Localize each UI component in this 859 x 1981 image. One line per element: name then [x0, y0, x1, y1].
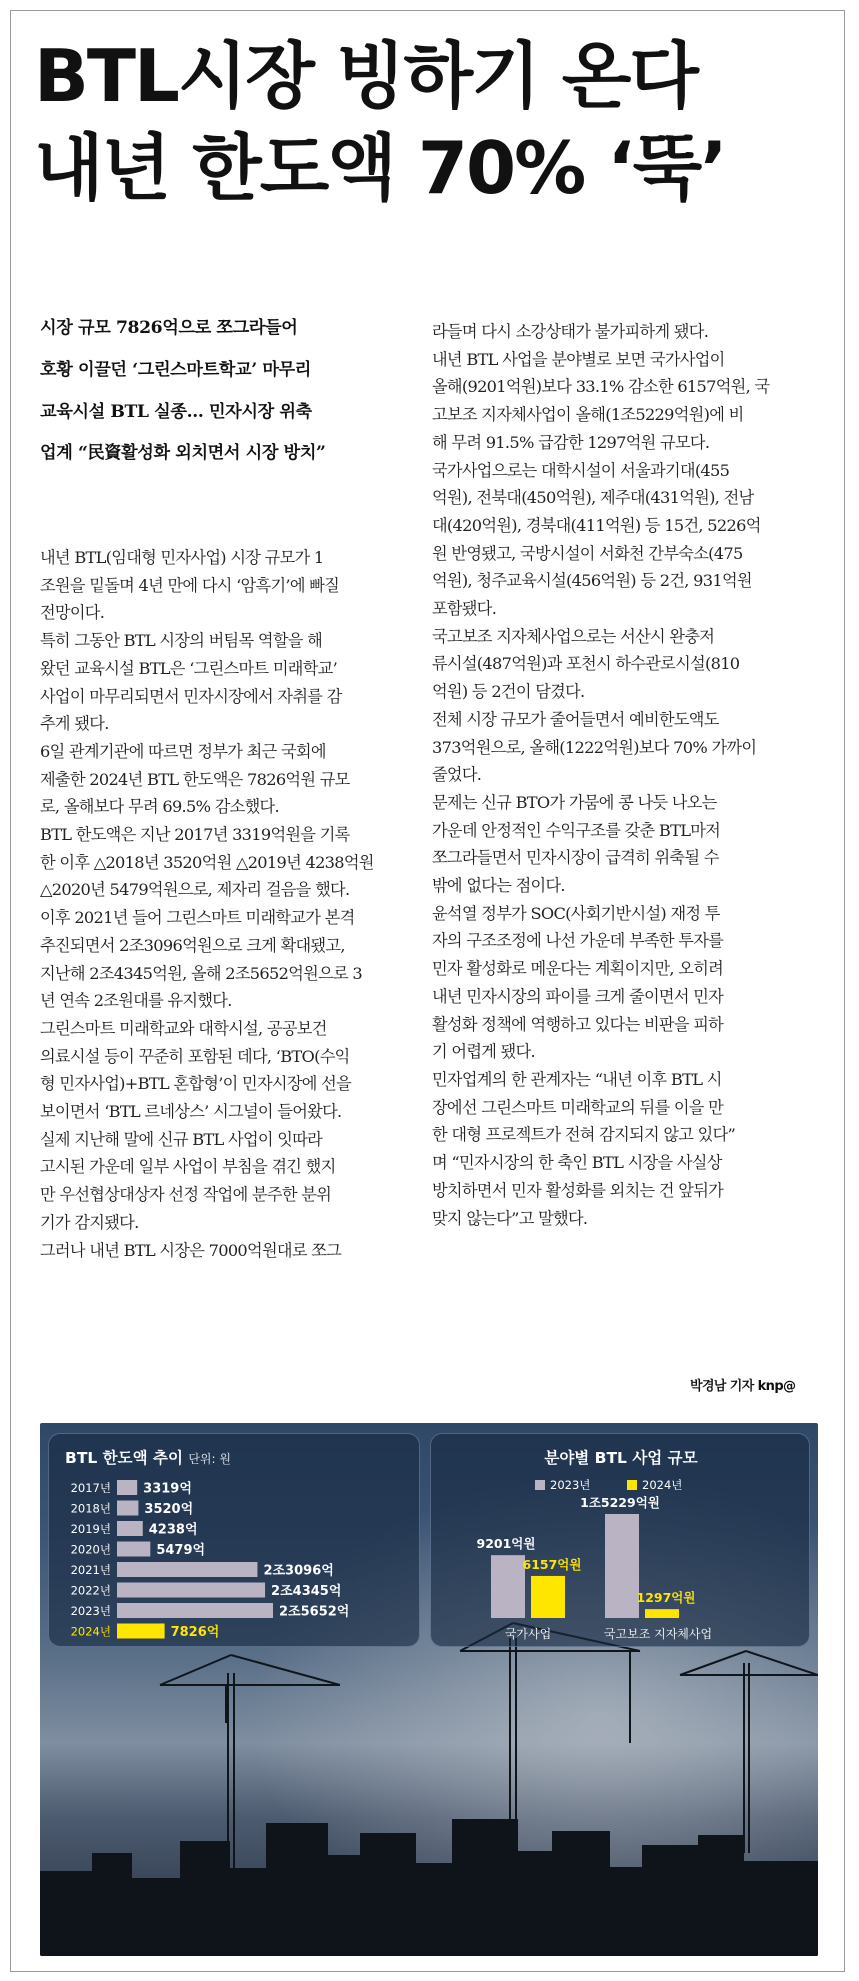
article-line: △2020년 5479억원으로, 제자리 걸음을 했다.	[40, 880, 350, 900]
btl-limit-trend-panel	[48, 1433, 420, 1647]
trend-bar	[117, 1542, 150, 1557]
article-line: 맞지 않는다”고 말했다.	[432, 1208, 588, 1228]
article-line: 6일 관계기관에 따르면 정부가 최근 국회에	[40, 741, 326, 761]
btl-by-sector-panel	[430, 1433, 810, 1647]
trend-value-label: 2조5652억	[279, 1604, 350, 1620]
article-line: 자의 구조조정에 나선 가운데 부족한 투자를	[432, 931, 724, 951]
article-body-left-column	[40, 544, 418, 1264]
article-line: 국고보조 지자체사업으로는 서산시 완충저	[432, 626, 715, 646]
article-line: 추게 됐다.	[40, 714, 109, 734]
trend-category-label: 2018년	[70, 1501, 111, 1516]
sector-bar	[645, 1609, 679, 1618]
trend-bar	[117, 1521, 143, 1536]
article-line: 보이면서 ‘BTL 르네상스’ 시그널이 들어왔다.	[40, 1102, 342, 1122]
trend-value-label: 7826억	[170, 1625, 220, 1640]
trend-bar	[117, 1583, 265, 1598]
trend-category-label: 2017년	[70, 1481, 111, 1495]
article-line: 밖에 없다는 점이다.	[432, 876, 565, 896]
article-line: 줄었다.	[432, 765, 482, 785]
article-line: 제출한 2024년 BTL 한도액은 7826억원 규모	[40, 769, 350, 789]
trend-category-label: 2019년	[70, 1522, 111, 1536]
chart-title-sector: 분야별 BTL 사업 규모	[544, 1449, 698, 1467]
trend-value-label: 4238억	[148, 1522, 198, 1538]
article-line: 한 대형 프로젝트가 전혀 감지되지 않고 있다”	[432, 1125, 736, 1145]
article-line: 실제 지난해 말에 신규 BTL 사업이 잇따라	[40, 1129, 323, 1149]
legend-swatch	[627, 1480, 637, 1490]
article-line: 쪼그라들면서 민자시장이 급격히 위축될 수	[432, 848, 719, 868]
article-line: 민자 활성화로 메운다는 계획이지만, 오히려	[432, 959, 724, 979]
trend-bar	[117, 1501, 138, 1516]
article-line: 가운데 안정적인 수익구조를 갖춘 BTL마저	[432, 820, 721, 840]
sector-bar	[531, 1576, 565, 1618]
article-line: 왔던 교육시설 BTL은 ‘그린스마트 미래학교’	[40, 658, 338, 678]
headline	[34, 30, 834, 214]
article-line: 억원), 전북대(450억원), 제주대(431억원), 전남	[432, 488, 754, 508]
article-line: 대(420억원), 경북대(411억원) 등 15건, 5226억	[432, 515, 761, 535]
article-line: 장에선 그린스마트 미래학교의 뒤를 이을 만	[432, 1097, 724, 1117]
sector-bar	[491, 1555, 525, 1618]
article-line: 지난해 2조4345억원, 올해 2조5652억원으로 3	[40, 963, 362, 983]
legend-label: 2024년	[642, 1478, 683, 1492]
article-line: 며 “민자시장의 한 축인 BTL 시장을 사실상	[432, 1153, 722, 1173]
article-line: 활성화 정책에 역행하고 있다는 비판을 피하	[432, 1014, 724, 1034]
trend-category-label: 2023년	[70, 1604, 111, 1618]
article-line: 내년 BTL 사업을 분야별로 보면 국가사업이	[432, 349, 725, 369]
trend-value-label: 3520억	[144, 1502, 194, 1517]
headline-line-2: 내년 한도액 70% ‘뚝’	[34, 126, 726, 210]
article-line: 기 어렵게 됐다.	[432, 1042, 535, 1062]
trend-category-label: 2020년	[70, 1542, 111, 1557]
article-line: 의료시설 등이 꾸준히 포함된 데다, ‘BTO(수익	[40, 1046, 350, 1066]
article-line: 전체 시장 규모가 줄어들면서 예비한도액도	[432, 709, 719, 729]
article-line: 내년 민자시장의 파이를 크게 줄이면서 민자	[432, 986, 724, 1006]
trend-category-label: 2024년	[70, 1624, 111, 1639]
subheadline-line: 호황 이끌던 ‘그린스마트학교’ 마무리	[40, 359, 311, 380]
article-line: 방치하면서 민자 활성화를 외치는 건 앞뒤가	[432, 1180, 724, 1200]
article-line: 373억원으로, 올해(1222억원)보다 70% 가까이	[432, 737, 757, 757]
sector-value-label: 6157억원	[522, 1556, 582, 1572]
article-line: 고시된 가운데 일부 사업이 부침을 겪긴 했지	[40, 1157, 336, 1177]
sector-bar	[605, 1514, 639, 1618]
article-line: 그러나 내년 BTL 시장은 7000억원대로 쪼그	[40, 1240, 342, 1260]
trend-value-label: 2조3096억	[263, 1563, 334, 1579]
trend-value-label: 5479억	[156, 1543, 206, 1558]
sector-value-label: 9201억원	[476, 1536, 536, 1552]
article-line: 해 무려 91.5% 급감한 1297억원 규모다.	[432, 432, 710, 452]
article-line: 고보조 지자체사업이 올해(1조5229억원)에 비	[432, 405, 744, 425]
sector-value-label: 1297억원	[636, 1590, 696, 1606]
byline: 박경남 기자 knp@	[690, 1379, 796, 1394]
article-line: 사업이 마무리되면서 민자시장에서 자취를 감	[40, 686, 342, 706]
article-line: 류시설(487억원)과 포천시 하수관로시설(810	[432, 654, 740, 674]
infographic	[40, 1423, 818, 1956]
article-line: 포함됐다.	[432, 599, 497, 619]
trend-category-label: 2022년	[70, 1583, 111, 1598]
subheadline-line: 교육시설 BTL 실종… 민자시장 위축	[40, 401, 312, 422]
trend-value-label: 2조4345억	[271, 1584, 342, 1599]
article-line: 조원을 밑돌며 4년 만에 다시 ‘암흑기’에 빠질	[40, 575, 340, 595]
article-line: 이후 2021년 들어 그린스마트 미래학교가 본격	[40, 908, 355, 928]
btl-limit-trend-chart	[49, 1434, 421, 1648]
article-line: 형 민자사업)+BTL 혼합형’이 민자시장에 선을	[40, 1074, 352, 1094]
chart-unit-label: 단위: 원	[188, 1452, 231, 1466]
subheadline-line: 업계 “民資활성화 외치면서 시장 방치”	[40, 443, 326, 464]
article-line: 올해(9201억원)보다 33.1% 감소한 6157억원, 국	[432, 377, 770, 397]
article-line: BTL 한도액은 지난 2017년 3319억원을 기록	[40, 825, 350, 845]
btl-by-sector-chart	[431, 1434, 811, 1648]
subheadline	[40, 308, 418, 475]
trend-bar	[117, 1480, 137, 1495]
trend-bar	[117, 1624, 165, 1639]
article-line: 전망이다.	[40, 603, 105, 623]
article-line: 한 이후 △2018년 3520억원 △2019년 4238억원	[40, 852, 374, 872]
article-line: 기가 감지됐다.	[40, 1212, 139, 1232]
article-line: 내년 BTL(임대형 민자사업) 시장 규모가 1	[40, 548, 324, 567]
trend-category-label: 2021년	[70, 1563, 111, 1577]
article-line: 문제는 신규 BTO가 가뭄에 콩 나듯 나오는	[432, 792, 717, 812]
headline-line-1: BTL시장 빙하기 온다	[34, 34, 697, 118]
article-line: 라들며 다시 소강상태가 불가피하게 됐다.	[432, 322, 709, 341]
trend-bar	[117, 1603, 273, 1618]
article-line: 민자업계의 한 관계자는 “내년 이후 BTL 시	[432, 1069, 722, 1089]
article-line: 추진되면서 2조3096억원으로 크게 확대됐고,	[40, 935, 345, 955]
article-body-right-column	[432, 318, 814, 1232]
trend-value-label: 3319억	[143, 1481, 192, 1497]
sector-category-label: 국고보조 지자체사업	[603, 1627, 713, 1641]
chart-title-trend-text: BTL 한도액 추이	[65, 1449, 183, 1467]
subheadline-line: 시장 규모 7826억으로 쪼그라들어	[40, 318, 298, 338]
article-line: 만 우선협상대상자 선정 작업에 분주한 분위	[40, 1185, 332, 1205]
article-line: 그린스마트 미래학교와 대학시설, 공공보건	[40, 1018, 327, 1038]
article-line: 국가사업으로는 대학시설이 서울과기대(455	[432, 460, 730, 480]
sector-category-label: 국가사업	[504, 1627, 552, 1641]
article-line: 로, 올해보다 무려 69.5% 감소했다.	[40, 797, 279, 817]
sector-value-label: 1조5229억원	[580, 1495, 660, 1510]
article-line: 원 반영됐고, 국방시설이 서화천 간부숙소(475	[432, 543, 743, 563]
legend-swatch	[535, 1480, 545, 1490]
trend-bar	[117, 1562, 257, 1577]
article-line: 년 연속 2조원대를 유지했다.	[40, 991, 232, 1011]
article-line: 윤석열 정부가 SOC(사회기반시설) 재정 투	[432, 903, 720, 923]
article-line: 억원), 청주교육시설(456억원) 등 2건, 931억원	[432, 571, 752, 591]
article-line: 억원) 등 2건이 담겼다.	[432, 682, 585, 702]
article-line: 특히 그동안 BTL 시장의 버팀목 역할을 해	[40, 631, 323, 651]
legend-label: 2023년	[550, 1478, 591, 1492]
